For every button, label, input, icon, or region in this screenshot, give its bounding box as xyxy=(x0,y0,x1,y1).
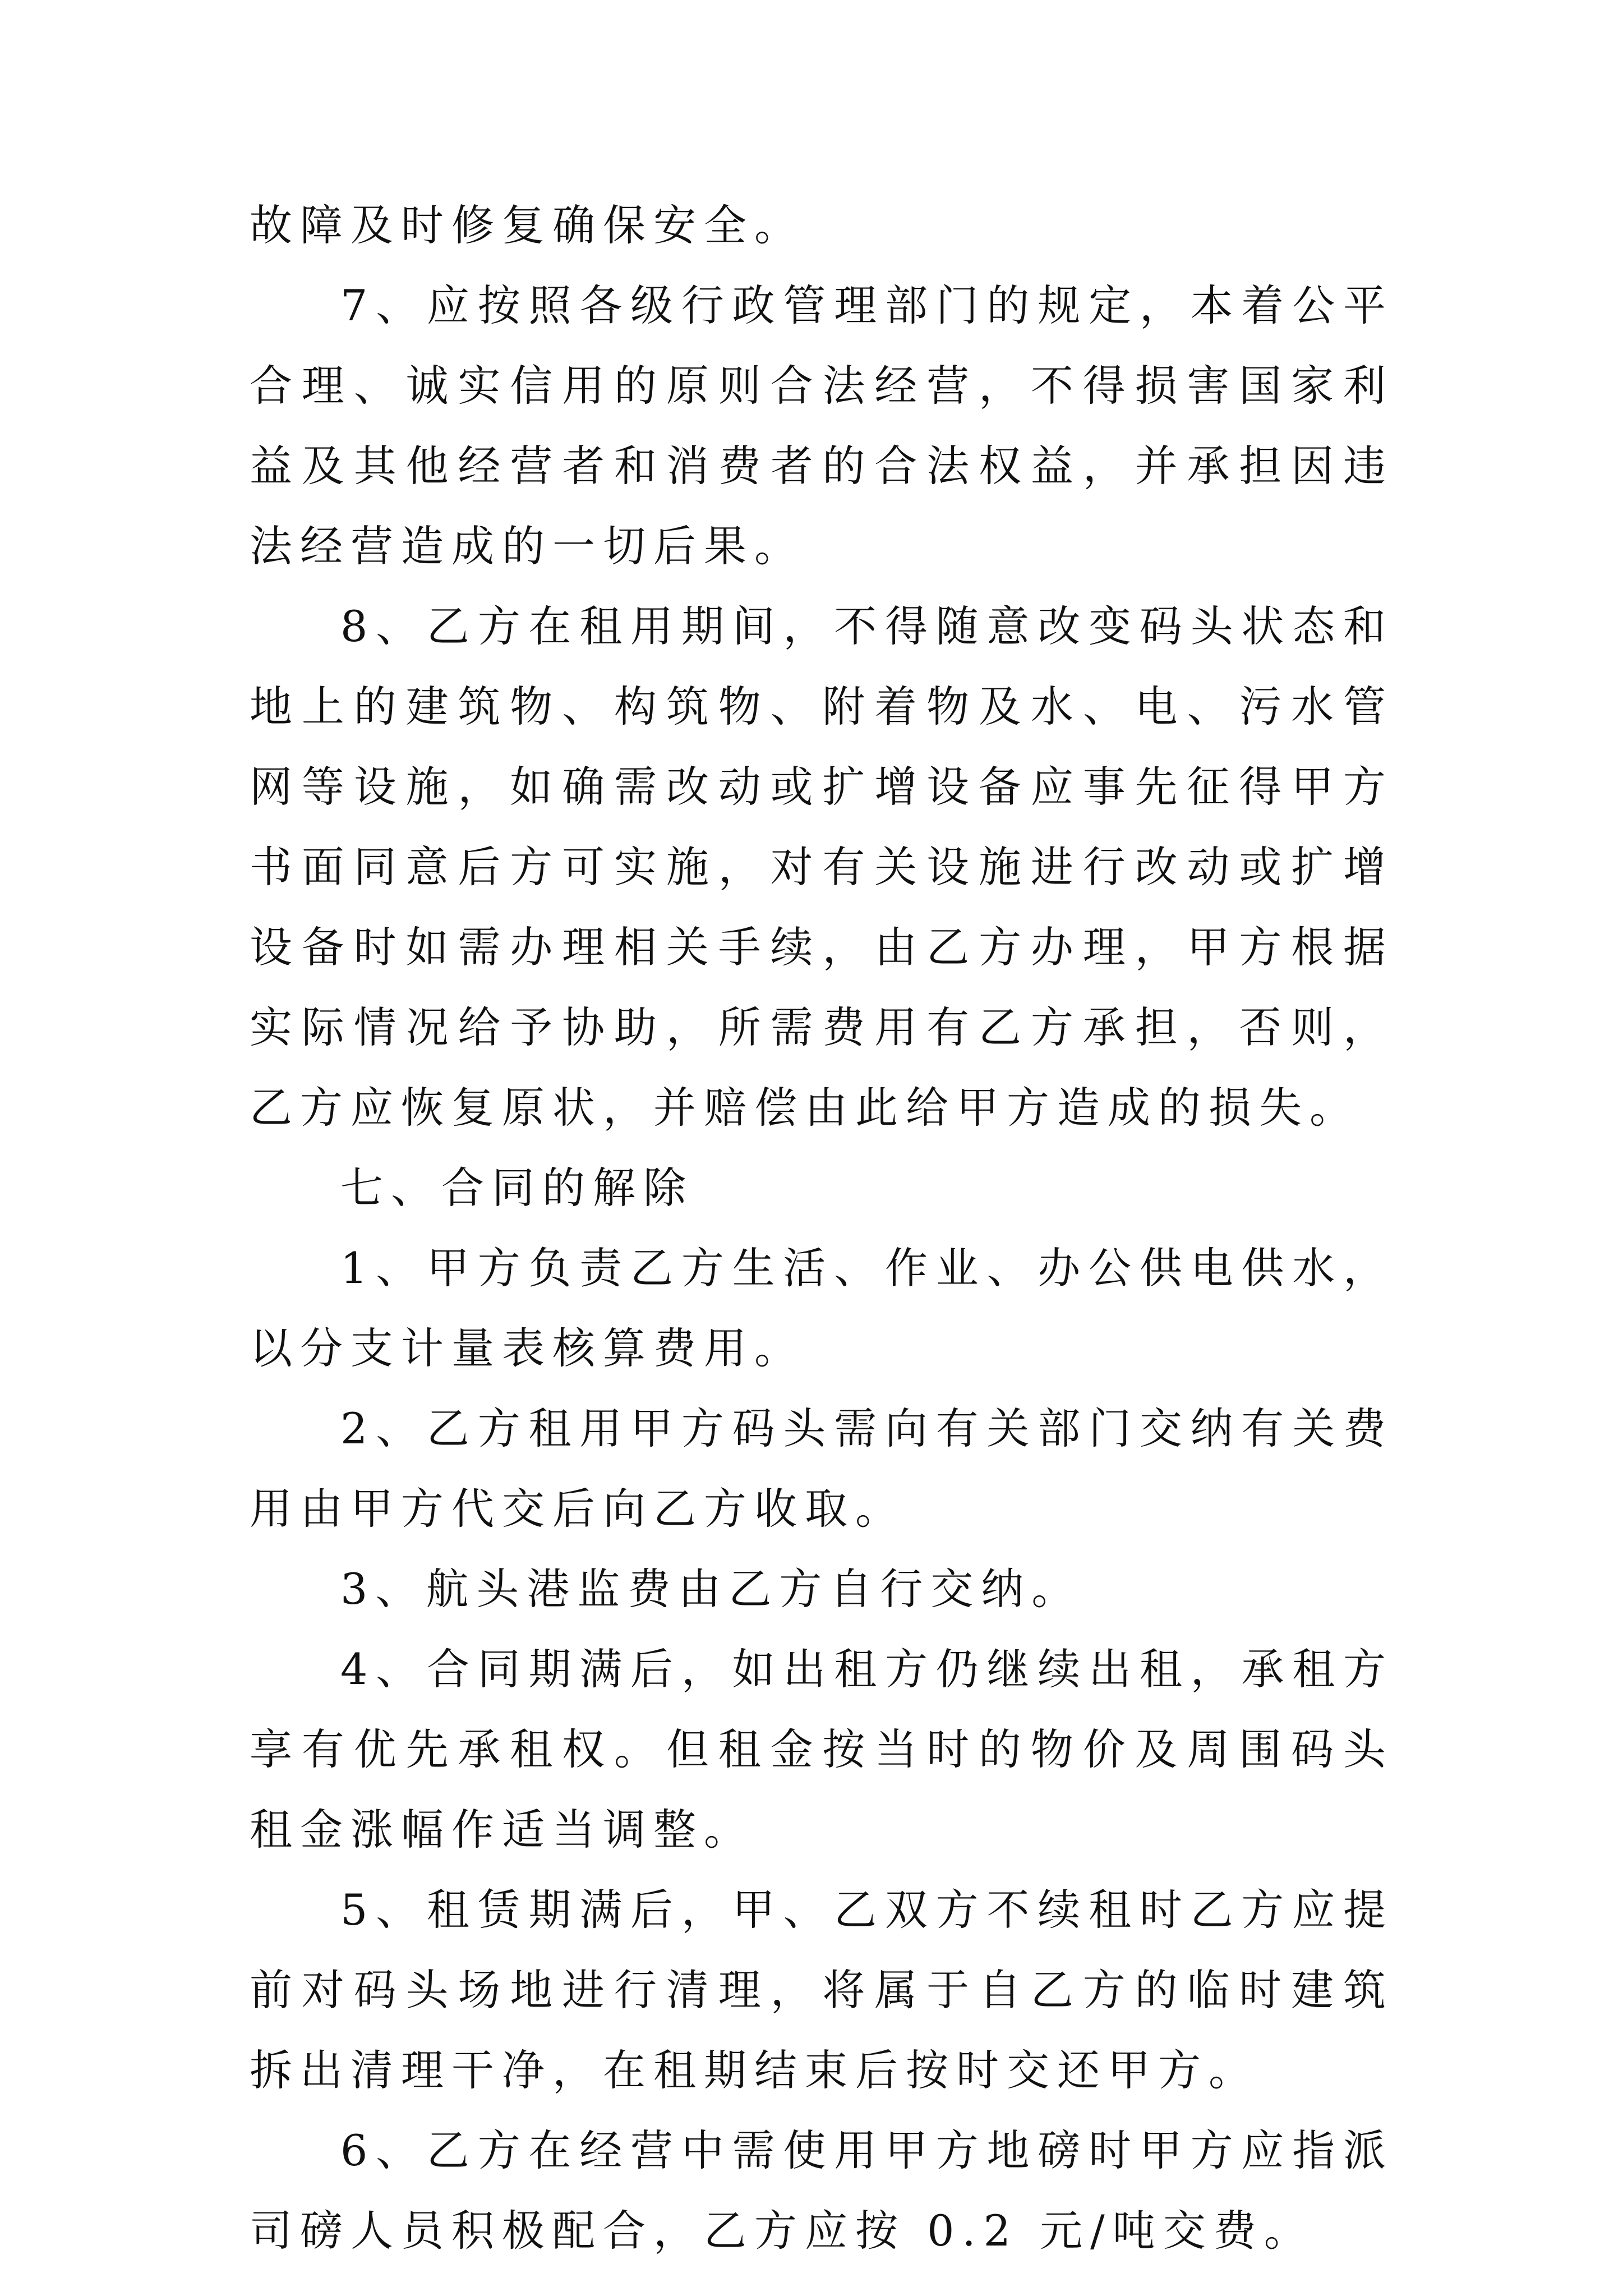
paragraph-clause-8: 8、乙方在租用期间，不得随意改变码头状态和地上的建筑物、构筑物、附着物及水、电、污水管网等设施，如确需改动或扩增设备应事先征得甲方书面同意后方可实施，对有关设施进行改动或扩增设备时如需办理相关手续，由乙方办理，甲方根据实际情况给予协助，所需费用有乙方承担，否则，乙方应恢复原状，并赔偿由此给甲方造成的损失。 xyxy=(250,601,1394,1133)
paragraph-termination-4: 4、合同期满后，如出租方仍继续出租，承租方享有优先承租权。但租金按当时的物价及周围码头租金涨幅作适当调整。 xyxy=(250,1644,1394,1855)
paragraph-termination-5: 5、租赁期满后，甲、乙双方不续租时乙方应提前对码头场地进行清理，将属于自乙方的临时建筑拆出清理干净，在租期结束后按时交还甲方。 xyxy=(250,1885,1394,2095)
paragraph-continuation: 故障及时修复确保安全。 xyxy=(250,200,805,250)
paragraph-termination-2: 2、乙方租用甲方码头需向有关部门交纳有关费用由甲方代交后向乙方收取。 xyxy=(250,1404,1394,1534)
paragraph-clause-7: 7、应按照各级行政管理部门的规定，本着公平合理、诚实信用的原则合法经营，不得损害国家利益及其他经营者和消费者的合法权益，并承担因违法经营造成的一切后果。 xyxy=(250,280,1394,571)
paragraph-termination-3: 3、航头港监费由乙方自行交纳。 xyxy=(340,1564,1082,1614)
section-heading-termination: 七、合同的解除 xyxy=(340,1163,694,1213)
document-body xyxy=(250,185,1394,2271)
paragraph-termination-6: 6、乙方在经营中需使用甲方地磅时甲方应指派司磅人员积极配合，乙方应按 0.2 元/吨交费。 xyxy=(250,2125,1394,2256)
paragraph-termination-1: 1、甲方负责乙方生活、作业、办公供电供水，以分支计量表核算费用。 xyxy=(250,1243,1394,1373)
